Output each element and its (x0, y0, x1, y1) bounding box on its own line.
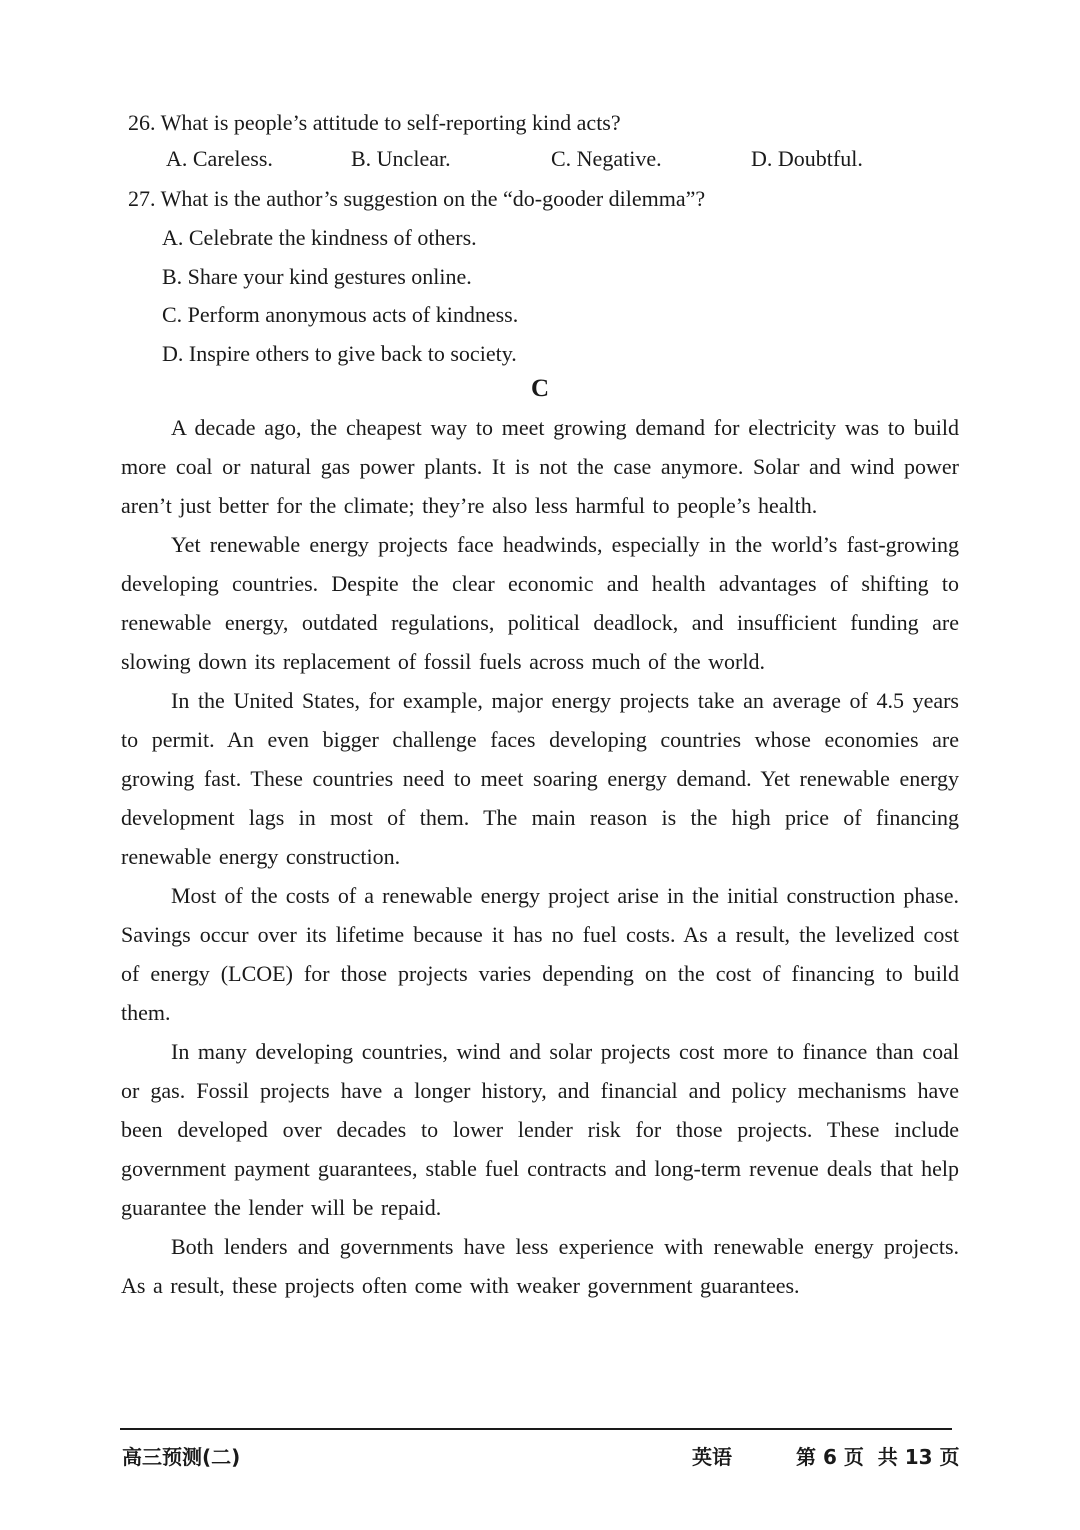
passage-paragraph: Both lenders and governments have less experience with renewable energy projects. As a result, these projects often come with weaker government guarantees. (121, 1234, 959, 1298)
question-26-stem: 26. What is people’s attitude to self-reporting kind acts? (128, 110, 621, 135)
question-27-stem: 27. What is the author’s suggestion on the “do-gooder dilemma”? (128, 186, 706, 211)
question-26-option-b: B. Unclear. (351, 146, 451, 171)
passage-paragraph: Yet renewable energy projects face headwinds, especially in the world’s fast-growing developing countries. Despite the clear economic and health advantages of shifting to renewable energy, outdated regulations, political deadlock, and insufficient funding are slowing down its replacement of fossil fuels across much of the world. (121, 532, 959, 674)
section-heading: C (530, 375, 550, 402)
question-26-option-d: D. Doubtful. (751, 146, 863, 171)
question-27-option-c: C. Perform anonymous acts of kindness. (162, 302, 519, 327)
passage-paragraph: Most of the costs of a renewable energy project arise in the initial construction phase. Savings occur over its lifetime because it has no fuel costs. As a result, the levelized cost of energy (LCOE) for those projects varies depending on the cost of financing to build them. (121, 883, 959, 1025)
footer-page-indicator: 第 6 页 共 13 页 (796, 1445, 960, 1469)
question-26-option-c: C. Negative. (551, 146, 662, 171)
question-27-option-b: B. Share your kind gestures online. (162, 264, 472, 289)
footer-divider (120, 1428, 952, 1430)
question-26-options (166, 146, 926, 172)
footer-exam-name: 高三预测(二) (122, 1445, 241, 1469)
question-27-option-d: D. Inspire others to give back to society. (162, 341, 517, 366)
passage-paragraph: In many developing countries, wind and solar projects cost more to finance than coal or gas. Fossil projects have a longer history, and financial and policy mechanisms have been developed over decades to lower lender risk for those projects. These include government payment guarantees, stable fuel contracts and long-term revenue deals that help guarantee the lender will be repaid. (121, 1039, 959, 1220)
footer-subject: 英语 (692, 1445, 732, 1469)
passage-paragraph: In the United States, for example, major energy projects take an average of 4.5 years to permit. An even bigger challenge faces developing countries whose economies are growing fast. These countries need to meet soaring energy demand. Yet renewable energy development lags in most of them. The main reason is the high price of financing renewable energy construction. (121, 688, 959, 869)
passage-paragraph: A decade ago, the cheapest way to meet growing demand for electricity was to build more coal or natural gas power plants. It is not the case anymore. Solar and wind power aren’t just better for the climate; they’re also less harmful to people’s health. (121, 415, 959, 518)
question-27-option-a: A. Celebrate the kindness of others. (162, 225, 477, 250)
passage-c (121, 408, 959, 1305)
question-26-option-a: A. Careless. (166, 146, 273, 171)
